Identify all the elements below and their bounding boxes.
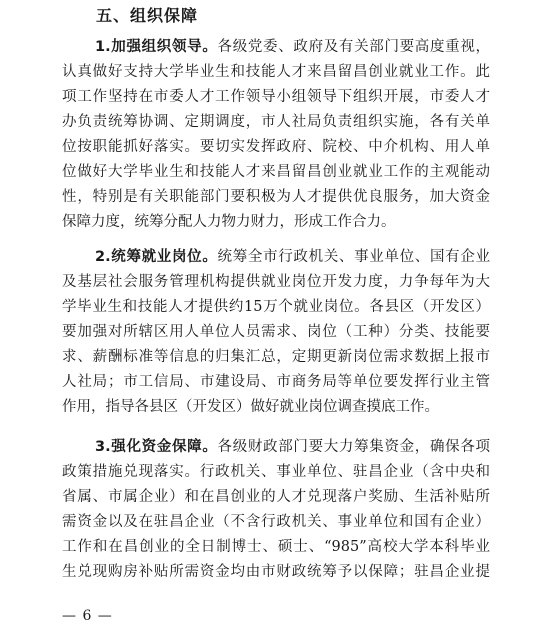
paragraph-3-line-2: 政策措施兑现落实。行政机关、事业单位、驻昌企业（含中央和 [62, 464, 490, 480]
paragraph-1-line-5: 位按职能抓好落实。要切实发挥政府、院校、中介机构、用人单 [62, 139, 490, 155]
paragraph-1-line-3: 项工作坚持在市委人才工作领导小组领导下组织开展，市委人才 [62, 89, 490, 105]
paragraph-1-heading: 1.加强组织领导。 [95, 39, 218, 55]
paragraph-2-line-7: 作用，指导各县区（开发区）做好就业岗位调查摸底工作。 [62, 399, 439, 415]
paragraph-2-line-2: 及基层社会服务管理机构提供就业岗位开发力度，力争每年为大 [62, 274, 490, 290]
paragraph-2-line-5: 求、薪酬标准等信息的归集汇总，定期更新岗位需求数据上报市 [62, 349, 490, 365]
paragraph-1-line-1: 1.加强组织领导。各级党委、政府及有关部门要高度重视， [95, 39, 490, 55]
paragraph-3-heading: 3.强化资金保障。 [95, 439, 218, 455]
paragraph-3-line-4: 需资金以及在驻昌企业（不含行政机关、事业单位和国有企业） [62, 514, 490, 530]
paragraph-3-line-5: 工作和在昌创业的全日制博士、硕士、“985”高校大学本科毕业 [62, 539, 490, 555]
section-title: 五、组织保障 [96, 6, 199, 25]
paragraph-2-line-4: 要加强对所辖区用人单位人员需求、岗位（工种）分类、技能要 [62, 324, 490, 340]
paragraph-3-line-1: 3.强化资金保障。各级财政部门要大力筹集资金，确保各项 [95, 439, 490, 455]
paragraph-1-line-4: 办负责统筹协调、定期调度，市人社局负责组织实施，各有关单 [62, 114, 490, 130]
paragraph-2-heading: 2.统筹就业岗位。 [95, 249, 218, 265]
paragraph-3-line-6: 生兑现购房补贴所需资金均由市财政统筹予以保障；驻昌企业提 [62, 564, 490, 580]
paragraph-2-line-1: 2.统筹就业岗位。统筹全市行政机关、事业单位、国有企业 [95, 249, 490, 265]
paragraph-1-line-8: 保障力度，统筹分配人力物力财力，形成工作合力。 [62, 214, 396, 230]
page-number: — 6 — [62, 608, 113, 624]
paragraph-2-line-6: 人社局；市工信局、市建设局、市商务局等单位要发挥行业主管 [62, 374, 490, 390]
paragraph-2-line-3: 学毕业生和技能人才提供约15万个就业岗位。各县区（开发区） [62, 299, 490, 315]
paragraph-3-line-3: 省属、市属企业）和在昌创业的人才兑现落户奖励、生活补贴所 [62, 489, 490, 505]
paragraph-1-line-6: 位做好大学毕业生和技能人才来昌留昌创业就业工作的主观能动 [62, 164, 490, 180]
paragraph-1-line-2: 认真做好支持大学毕业生和技能人才来昌留昌创业就业工作。此 [62, 64, 490, 80]
paragraph-1-line-7: 性，特别是有关职能部门要积极为人才提供优良服务，加大资金 [62, 189, 490, 205]
